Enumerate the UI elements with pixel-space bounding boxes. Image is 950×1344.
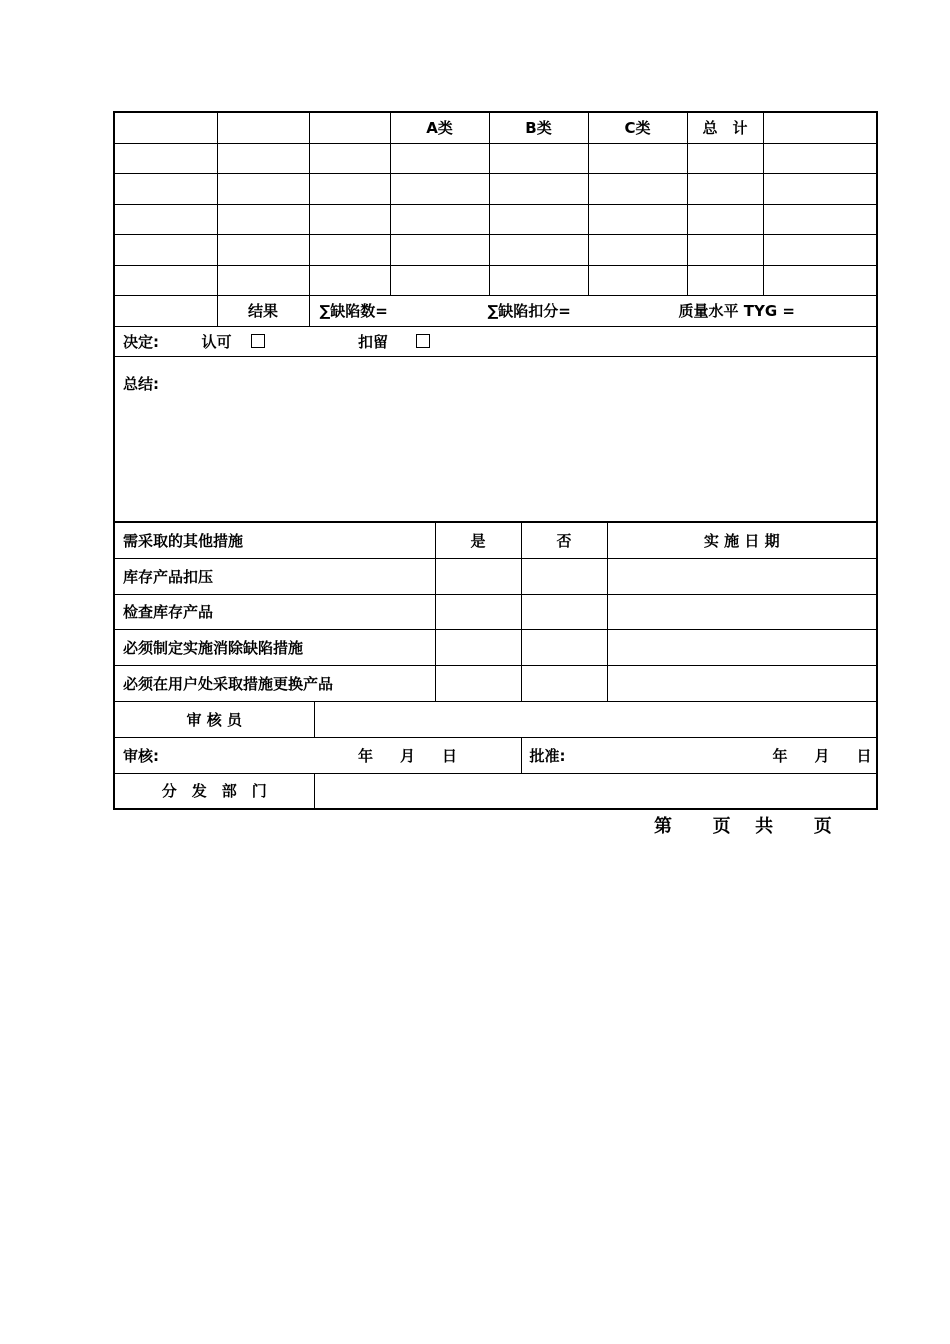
result-blank	[114, 296, 217, 327]
measure-no-cell[interactable]	[521, 594, 607, 630]
total-suffix: 页	[813, 816, 832, 837]
measure-date-cell[interactable]	[607, 558, 877, 594]
page-suffix: 页	[712, 816, 731, 837]
hold-checkbox[interactable]	[416, 334, 430, 348]
review-label: 审核:	[123, 746, 159, 765]
header-class-b: B类	[489, 112, 588, 143]
defect-cell[interactable]	[489, 204, 588, 235]
approve-month: 月	[814, 746, 830, 765]
review-month: 月	[400, 746, 416, 765]
approve-year: 年	[772, 746, 788, 765]
defect-cell[interactable]	[309, 235, 390, 266]
defect-cell[interactable]	[588, 143, 687, 174]
defect-cell[interactable]	[489, 265, 588, 296]
measure-yes-cell[interactable]	[435, 630, 521, 666]
decision-row	[114, 326, 877, 357]
defect-cell[interactable]	[763, 204, 877, 235]
measure-label: 检查库存产品	[114, 594, 435, 630]
measure-date-cell[interactable]	[607, 666, 877, 702]
defect-row	[114, 265, 877, 296]
defect-cell[interactable]	[217, 265, 309, 296]
no-header: 否	[521, 523, 607, 558]
header-cell-2	[217, 112, 309, 143]
distribution-label: 分 发 部 门	[114, 773, 314, 809]
defect-cell[interactable]	[390, 265, 489, 296]
defect-cell[interactable]	[687, 174, 763, 205]
measure-label: 必须在用户处采取措施更换产品	[114, 666, 435, 702]
approve-checkbox[interactable]	[251, 334, 265, 348]
defect-cell[interactable]	[489, 235, 588, 266]
defect-table	[113, 111, 878, 523]
measures-header-row	[114, 523, 877, 558]
measure-row	[114, 558, 877, 594]
defect-cell[interactable]	[763, 235, 877, 266]
defect-cell[interactable]	[588, 265, 687, 296]
defect-cell[interactable]	[309, 174, 390, 205]
defect-cell[interactable]	[114, 235, 217, 266]
defect-row	[114, 204, 877, 235]
measure-label: 库存产品扣压	[114, 558, 435, 594]
quality-level-label: 质量水平 TYG =	[678, 302, 795, 321]
measure-label: 必须制定实施消除缺陷措施	[114, 630, 435, 666]
header-cell-3	[309, 112, 390, 143]
defect-cell[interactable]	[390, 174, 489, 205]
measure-no-cell[interactable]	[521, 558, 607, 594]
distribution-row	[114, 773, 877, 809]
auditor-label: 审 核 员	[114, 701, 314, 737]
defect-cell[interactable]	[217, 174, 309, 205]
measure-yes-cell[interactable]	[435, 558, 521, 594]
defect-cell[interactable]	[114, 265, 217, 296]
header-cell-1	[114, 112, 217, 143]
approve-sign-label: 批准:	[529, 746, 566, 765]
defect-cell[interactable]	[588, 204, 687, 235]
inspection-form	[113, 111, 876, 810]
header-class-a: A类	[390, 112, 489, 143]
measure-row	[114, 630, 877, 666]
hold-label: 扣留	[357, 332, 388, 351]
distribution-value[interactable]	[314, 773, 877, 809]
header-class-c: C类	[588, 112, 687, 143]
defect-cell[interactable]	[390, 204, 489, 235]
result-label: 结果	[217, 296, 309, 327]
defect-count-label: ∑缺陷数=	[319, 302, 388, 321]
defect-cell[interactable]	[309, 143, 390, 174]
approve-day: 日	[856, 746, 872, 765]
defect-cell[interactable]	[217, 143, 309, 174]
header-total: 总 计	[687, 112, 763, 143]
defect-cell[interactable]	[687, 143, 763, 174]
defect-cell[interactable]	[489, 174, 588, 205]
defect-cell[interactable]	[687, 204, 763, 235]
defect-cell[interactable]	[763, 265, 877, 296]
measure-date-cell[interactable]	[607, 594, 877, 630]
result-summary	[309, 296, 877, 327]
approve-label: 认可	[201, 332, 232, 351]
review-cell[interactable]	[114, 737, 521, 773]
defect-cell[interactable]	[217, 204, 309, 235]
measure-yes-cell[interactable]	[435, 666, 521, 702]
summary-label: 总结:	[123, 375, 159, 393]
review-day: 日	[442, 746, 458, 765]
yes-header: 是	[435, 523, 521, 558]
defect-cell[interactable]	[217, 235, 309, 266]
defect-cell[interactable]	[114, 143, 217, 174]
defect-cell[interactable]	[309, 204, 390, 235]
decision-cell	[114, 326, 877, 357]
auditor-row	[114, 701, 877, 737]
total-prefix: 共	[755, 816, 774, 837]
defect-cell[interactable]	[763, 174, 877, 205]
auditor-value[interactable]	[314, 701, 877, 737]
measure-no-cell[interactable]	[521, 630, 607, 666]
defect-cell[interactable]	[763, 143, 877, 174]
defect-row	[114, 174, 877, 205]
page-footer	[654, 812, 832, 838]
date-header: 实 施 日 期	[607, 523, 877, 558]
defect-cell[interactable]	[114, 174, 217, 205]
defect-row	[114, 235, 877, 266]
summary-cell[interactable]	[114, 357, 877, 523]
defect-cell[interactable]	[489, 143, 588, 174]
review-year: 年	[358, 746, 374, 765]
defect-cell[interactable]	[390, 143, 489, 174]
measure-row	[114, 666, 877, 702]
defect-cell[interactable]	[588, 174, 687, 205]
review-row	[114, 737, 877, 773]
measure-yes-cell[interactable]	[435, 594, 521, 630]
measure-no-cell[interactable]	[521, 666, 607, 702]
defect-row	[114, 143, 877, 174]
measures-header: 需采取的其他措施	[114, 523, 435, 558]
defect-cell[interactable]	[687, 265, 763, 296]
decision-label: 决定:	[123, 332, 159, 351]
page-prefix: 第	[654, 816, 672, 837]
measures-table	[113, 523, 878, 810]
approve-cell[interactable]	[521, 737, 877, 773]
defect-cell[interactable]	[309, 265, 390, 296]
defect-cell[interactable]	[114, 204, 217, 235]
defect-header-row	[114, 112, 877, 143]
measure-date-cell[interactable]	[607, 630, 877, 666]
defect-cell[interactable]	[687, 235, 763, 266]
measure-row	[114, 594, 877, 630]
summary-row	[114, 357, 877, 523]
result-row	[114, 296, 877, 327]
defect-cell[interactable]	[390, 235, 489, 266]
defect-cell[interactable]	[588, 235, 687, 266]
defect-points-label: ∑缺陷扣分=	[487, 302, 571, 321]
header-cell-8	[763, 112, 877, 143]
